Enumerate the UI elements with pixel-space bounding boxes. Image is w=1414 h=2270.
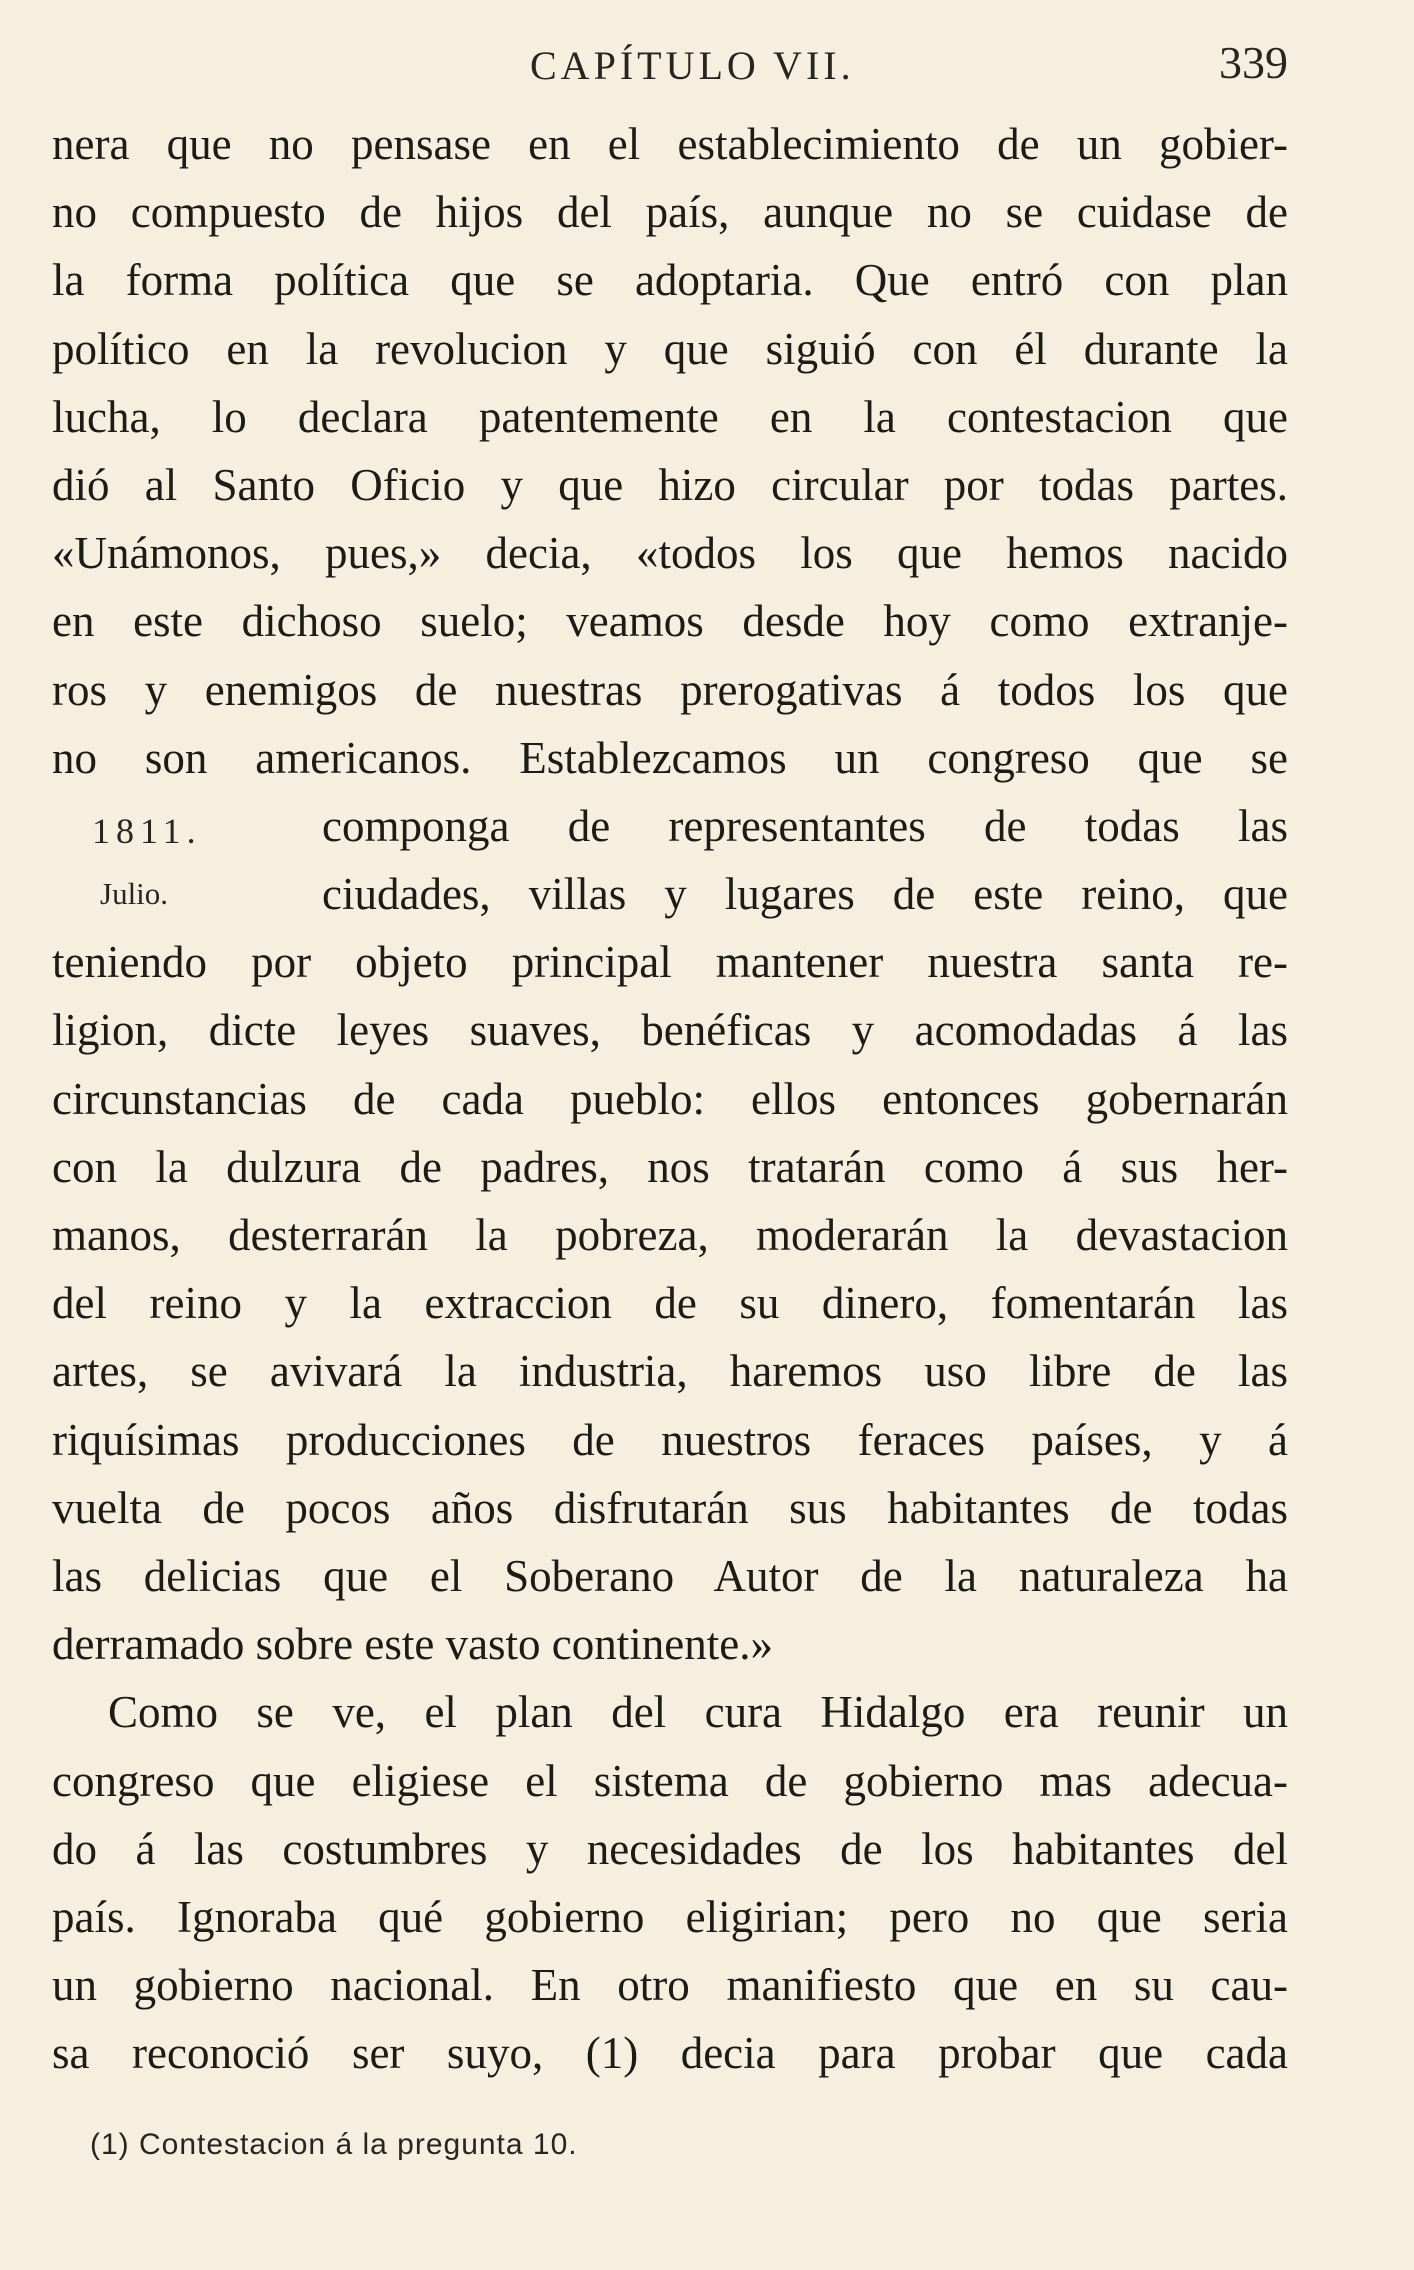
text-line: do á las costumbres y necesidades de los habitantes del — [52, 1823, 1288, 1874]
text-line: artes, se avivará la industria, haremos uso libre de las — [52, 1346, 1288, 1397]
text-line: en este dichoso suelo; veamos desde hoy como extranje- — [52, 596, 1288, 647]
text-line: lucha, lo declara patentemente en la contestacion que — [52, 391, 1288, 442]
text-line: ciudades, villas y lugares de este reino, que — [322, 869, 1288, 920]
footnote: (1) Contestacion á la pregunta 10. — [90, 2128, 578, 2161]
chapter-title: CAPÍTULO VII. — [530, 43, 855, 88]
text-line: ligion, dicte leyes suaves, benéficas y acomodadas á las — [52, 1005, 1288, 1056]
text-line: circunstancias de cada pueblo: ellos entonces gobernarán — [52, 1073, 1288, 1124]
text-line: nera que no pensase en el establecimiento de un gobier- — [52, 119, 1288, 169]
margin-note-year: 1811. — [92, 810, 202, 851]
text-line: político en la revolucion y que siguió con él durante la — [52, 323, 1288, 374]
text-line: con la dulzura de padres, nos tratarán como á sus her- — [52, 1141, 1288, 1192]
text-line: la forma política que se adoptaria. Que entró con plan — [52, 255, 1288, 306]
text-line: del reino y la extraccion de su dinero, fomentarán las — [52, 1278, 1288, 1329]
text-line: teniendo por objeto principal mantener nuestra santa re- — [52, 937, 1288, 988]
text-line: sa reconoció ser suyo, (1) decia para probar que cada — [52, 2028, 1288, 2079]
margin-note-row-year — [52, 792, 1288, 860]
text-line: «Unámonos, pues,» decia, «todos los que hemos nacido — [52, 528, 1288, 579]
text-line: país. Ignoraba qué gobierno eligirian; pero no que seria — [52, 1891, 1288, 1942]
text-line: las delicias que el Soberano Autor de la naturaleza ha — [52, 1550, 1288, 1601]
text-line: riquísimas producciones de nuestros feraces países, y á — [52, 1414, 1288, 1465]
text-line: no compuesto de hijos del país, aunque no se cuidase de — [52, 187, 1288, 238]
text-line: no son americanos. Establezcamos un congreso que se — [52, 732, 1288, 783]
text-line: vuelta de pocos años disfrutarán sus habitantes de todas — [52, 1482, 1288, 1533]
text-line: ros y enemigos de nuestras prerogativas á todos los que — [52, 664, 1288, 715]
text-line: dió al Santo Oficio y que hizo circular por todas partes. — [52, 459, 1288, 510]
margin-note-month: Julio. — [100, 876, 169, 912]
text-line: manos, desterrarán la pobreza, moderarán la devastacion — [52, 1210, 1288, 1260]
text-line: congreso que eligiese el sistema de gobierno mas adecua- — [52, 1755, 1288, 1806]
text-line: derramado sobre este vasto continente.» — [52, 1619, 773, 1670]
text-line: un gobierno nacional. En otro manifiesto que en su cau- — [52, 1960, 1288, 2011]
running-head — [52, 26, 1288, 86]
body-text — [52, 110, 1288, 2087]
page-number: 339 — [1219, 37, 1288, 88]
margin-note-row-month — [52, 860, 1288, 928]
text-line: Como se ve, el plan del cura Hidalgo era reunir un — [108, 1687, 1288, 1738]
text-line: componga de representantes de todas las — [322, 800, 1288, 851]
